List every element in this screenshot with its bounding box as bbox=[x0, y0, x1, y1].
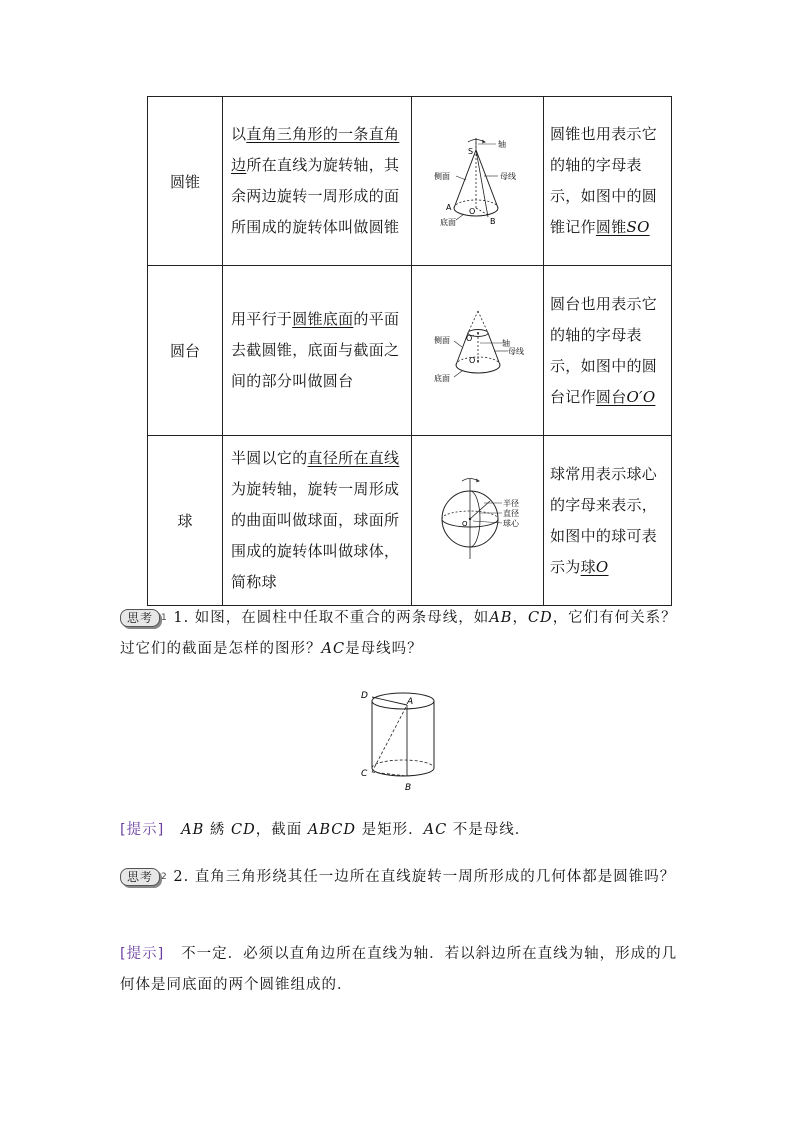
solid-definition bbox=[223, 97, 412, 266]
hint-tag: [提示] bbox=[120, 946, 165, 962]
hint-2: [提示] 不一定．必须以直角边所在直线为轴．若以斜边所在直线为轴，形成的几何体是同底面的两个圆锥组成的． bbox=[120, 946, 678, 993]
label-axis: 轴 bbox=[501, 338, 510, 348]
def-text: 的平面去截圆锥，底面与截面之间的部分叫做圆台 bbox=[231, 310, 400, 390]
note-symbol: 球O bbox=[580, 557, 609, 576]
label-lateral: 侧面 bbox=[433, 172, 450, 181]
table-row bbox=[148, 266, 672, 436]
think-badge: 思考 bbox=[120, 609, 160, 627]
hint-tag: [提示] bbox=[120, 822, 165, 838]
def-text: 所在直线为旋转轴，其余两边旋转一周形成的面所围成的旋转体叫做圆锥 bbox=[231, 156, 400, 236]
solids-table bbox=[147, 96, 672, 606]
frustum-figure bbox=[412, 266, 544, 436]
table-row bbox=[148, 97, 672, 266]
label-D: D bbox=[361, 691, 368, 701]
label-generatrix: 母线 bbox=[499, 172, 516, 181]
solid-notation bbox=[544, 266, 672, 436]
label-S: S bbox=[467, 147, 473, 156]
label-radius: 半径 bbox=[502, 498, 519, 508]
cylinder-diagram bbox=[355, 684, 445, 796]
cone-figure bbox=[412, 97, 544, 266]
def-text: 为旋转轴，旋转一周形成的曲面叫做球面，球面所围成的旋转体叫做球体，简称球 bbox=[231, 480, 400, 591]
cone-diagram bbox=[418, 124, 538, 234]
def-text: 用平行于 bbox=[231, 310, 293, 328]
label-O: O bbox=[461, 519, 468, 528]
solid-definition bbox=[223, 436, 412, 606]
hint-1: [提示] AB 綉 CD，截面 ABCD 是矩形．AC 不是母线． bbox=[120, 822, 531, 838]
solid-notation bbox=[544, 436, 672, 606]
def-key-term: 直径所在直线 bbox=[307, 449, 400, 467]
label-C: C bbox=[361, 769, 368, 779]
def-text: 半圆以它的 bbox=[231, 449, 308, 467]
think-question-1: 思考 $^1$ 1. 如图，在圆柱中任取不重合的两条母线，如AB，CD，它们有何关系？过它们的截面是怎样的图形？AC是母线吗？ bbox=[120, 610, 677, 657]
solid-notation bbox=[544, 97, 672, 266]
think-question-2: 思考 $^2$ 2. 直角三角形绕其任一边所在直线旋转一周所形成的几何体都是圆锥吗？ bbox=[120, 862, 680, 893]
note-symbol: 圆台O′O bbox=[595, 387, 656, 406]
note-text: 圆锥也用表示它的轴的字母表示，如图中的圆锥记作 bbox=[550, 125, 658, 236]
def-text: 以 bbox=[231, 125, 247, 143]
label-diameter: 直径 bbox=[502, 508, 519, 518]
label-B: B bbox=[405, 783, 412, 793]
label-O: O bbox=[468, 207, 475, 216]
solid-name: 圆锥 bbox=[148, 97, 223, 266]
sphere-figure bbox=[412, 436, 544, 606]
table-row bbox=[148, 436, 672, 606]
label-generatrix: 母线 bbox=[507, 346, 524, 356]
label-base: 底面 bbox=[433, 373, 450, 383]
note-text: 球常用表示球心的字母来表示，如图中的球可表示为 bbox=[550, 464, 658, 576]
label-base: 底面 bbox=[439, 218, 456, 227]
think-badge: 思考 bbox=[120, 868, 160, 886]
frustum-diagram bbox=[418, 299, 538, 399]
note-symbol: 圆锥SO bbox=[595, 218, 650, 236]
label-O: O bbox=[468, 355, 475, 365]
label-center: 球心 bbox=[502, 518, 519, 528]
def-key-term: 直角三角形的一条直角边 bbox=[231, 125, 400, 174]
label-lateral: 侧面 bbox=[433, 335, 450, 345]
solid-name: 圆台 bbox=[148, 266, 223, 436]
solid-name: 球 bbox=[148, 436, 223, 606]
sphere-diagram bbox=[418, 469, 538, 569]
label-B: B bbox=[489, 217, 495, 226]
think-badge-number: 2 bbox=[161, 872, 168, 882]
label-A: A bbox=[445, 203, 451, 212]
note-text: 圆台也用表示它的轴的字母表示，如图中的圆台记作 bbox=[550, 294, 658, 406]
label-A: A bbox=[407, 697, 414, 707]
think-badge-number: 1 bbox=[161, 613, 168, 623]
def-key-term: 圆锥底面 bbox=[292, 310, 354, 328]
label-O-prime: O′ bbox=[465, 333, 474, 343]
label-axis: 轴 bbox=[497, 140, 506, 149]
solid-definition bbox=[223, 266, 412, 436]
